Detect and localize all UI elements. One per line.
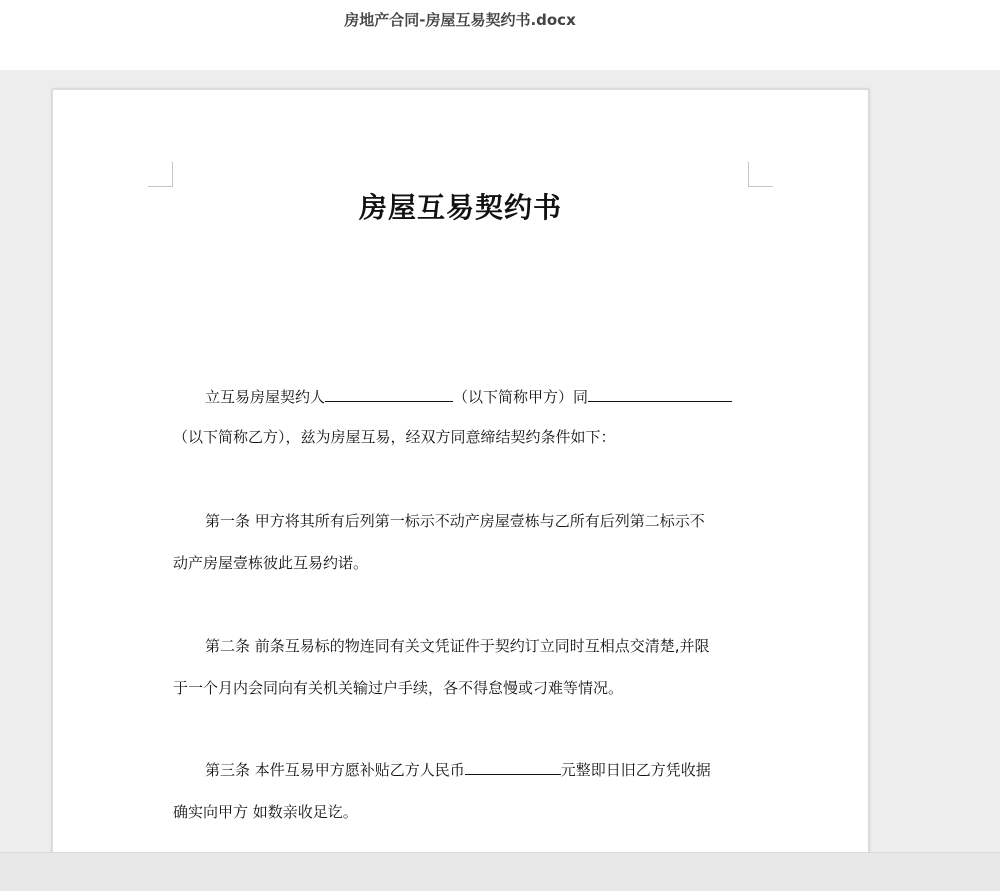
- party-a-blank: [325, 388, 453, 402]
- crop-mark-top-right: [748, 162, 773, 187]
- article-2-line-1: 第二条 前条互易标的物连同有关文凭证件于契约订立同时互相点交清楚,并限: [205, 637, 710, 655]
- intro-party-label: 立互易房屋契约人: [205, 388, 326, 406]
- document-viewer[interactable]: [0, 70, 1000, 852]
- intro-line-1: [205, 386, 732, 407]
- title-bar: [0, 0, 1000, 70]
- article-3-text-after-blank: 元整即日旧乙方凭收据: [560, 761, 711, 779]
- article-1-line-1: 第一条 甲方将其所有后列第一标示不动产房屋壹栋与乙所有后列第二标示不: [205, 512, 705, 530]
- document-filename: 房地产合同-房屋互易契约书.docx: [344, 11, 576, 29]
- article-3-line-2: 确实向甲方 如数亲收足讫。: [173, 803, 358, 821]
- bottom-bar: [0, 852, 1000, 891]
- intro-line-2: （以下简称乙方），兹为房屋互易，经双方同意缔结契约条件如下：: [173, 428, 616, 446]
- party-b-blank: [588, 388, 732, 402]
- document-page: [52, 89, 869, 889]
- article-2-line-2: 于一个月内会同向有关机关输过户手续，各不得怠慢或刁难等情况。: [173, 679, 624, 697]
- crop-mark-top-left: [148, 162, 173, 187]
- article-3-line-1: [205, 759, 711, 780]
- amount-blank: [465, 761, 561, 775]
- intro-party-a-note: （以下简称甲方）同: [453, 388, 589, 406]
- article-3-text-before-blank: 第三条 本件互易甲方愿补贴乙方人民币: [205, 761, 465, 779]
- article-1-line-2: 动产房屋壹栋彼此互易约诺。: [173, 554, 369, 572]
- contract-title: 房屋互易契约书: [358, 191, 562, 224]
